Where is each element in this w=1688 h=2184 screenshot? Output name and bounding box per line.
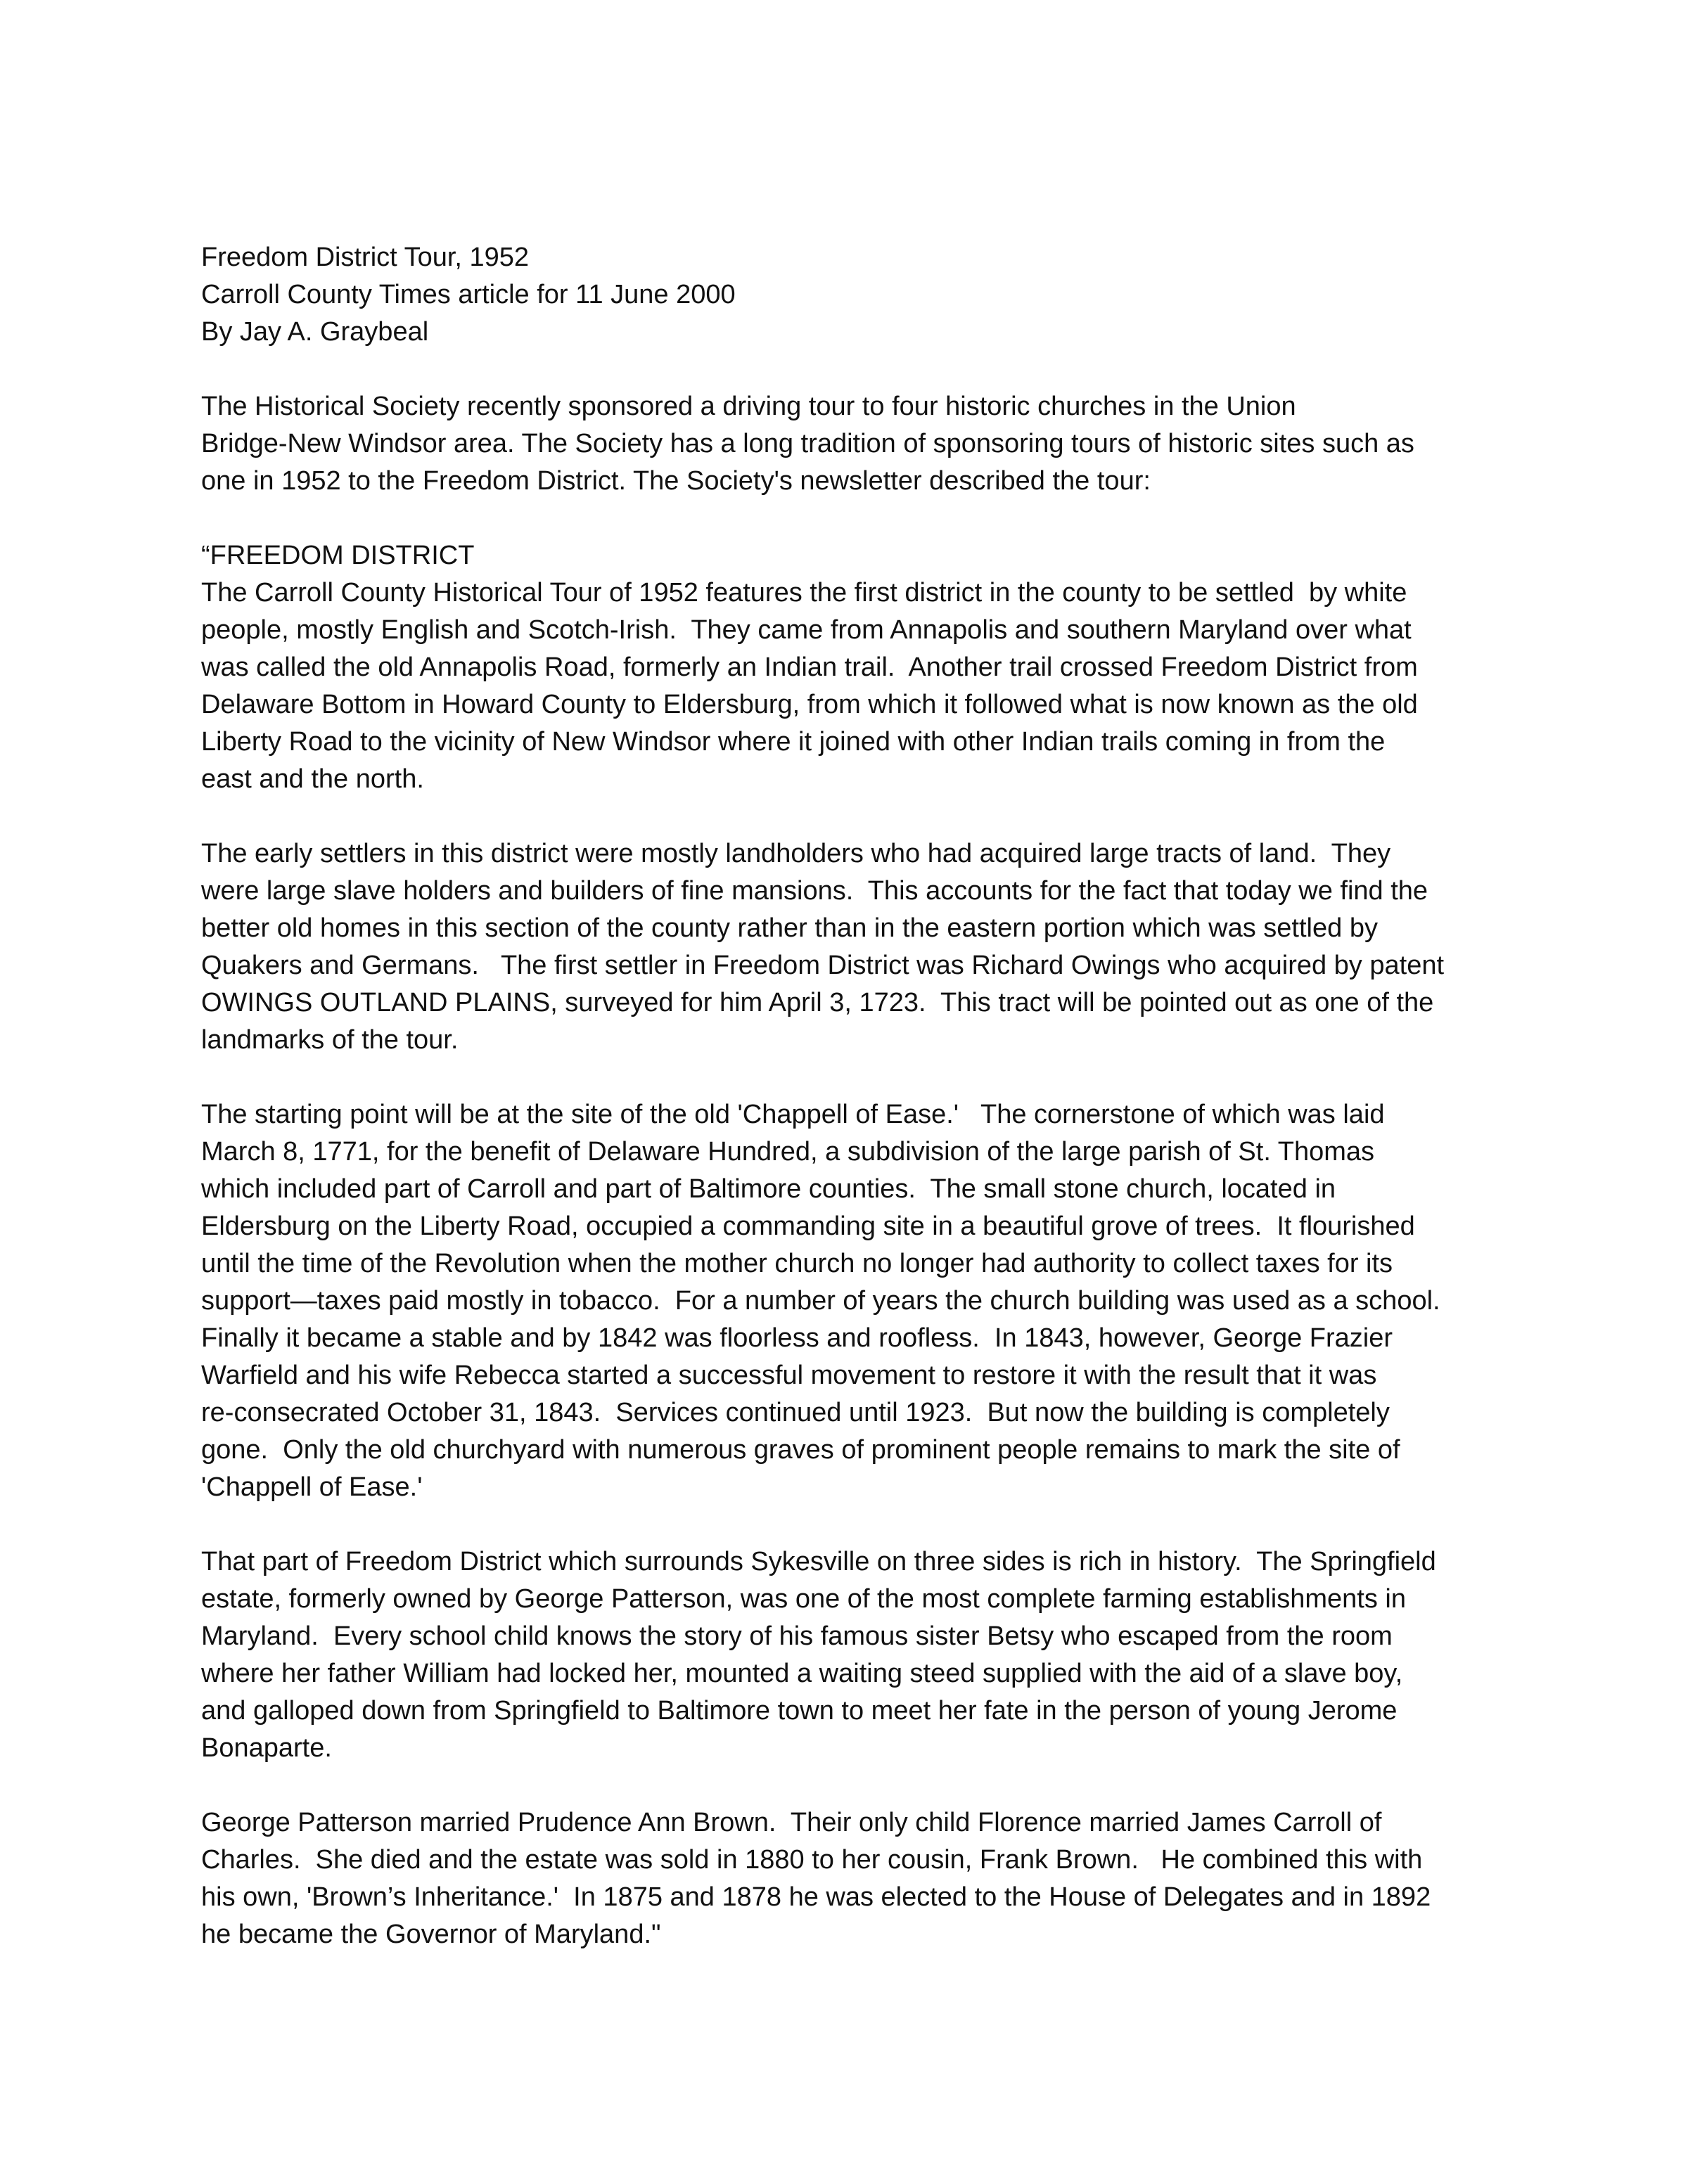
text-line: landmarks of the tour. xyxy=(201,1025,459,1055)
text-line: George Patterson married Prudence Ann Brown. Their only child Florence married James Carroll of xyxy=(201,1808,1382,1837)
article-header xyxy=(201,239,1537,351)
text-line: OWINGS OUTLAND PLAINS, surveyed for him April 3, 1723. This tract will be pointed out as one of the xyxy=(201,988,1434,1017)
paragraph xyxy=(201,835,1537,1059)
text-line: support—taxes paid mostly in tobacco. For a number of years the church building was used as a school. xyxy=(201,1286,1440,1316)
text-line: Charles. She died and the estate was sold in 1880 to her cousin, Frank Brown. He combined this with xyxy=(201,1845,1423,1875)
text-line: Finally it became a stable and by 1842 was floorless and roofless. In 1843, however, George Frazier xyxy=(201,1323,1393,1353)
text-line: which included part of Carroll and part of Baltimore counties. The small stone church, located in xyxy=(201,1174,1336,1204)
article-source: Carroll County Times article for 11 June 2000 xyxy=(201,280,736,309)
text-line: “FREEDOM DISTRICT xyxy=(201,541,475,570)
text-line: better old homes in this section of the county rather than in the eastern portion which was settled by xyxy=(201,913,1378,943)
paragraph xyxy=(201,1804,1537,1953)
text-line: Bonaparte. xyxy=(201,1733,332,1763)
paragraph xyxy=(201,1543,1537,1767)
text-line: were large slave holders and builders of fine mansions. This accounts for the fact that today we find the xyxy=(201,876,1428,906)
article-byline: By Jay A. Graybeal xyxy=(201,317,429,347)
text-line: and galloped down from Springfield to Baltimore town to meet her fate in the person of young Jerome xyxy=(201,1696,1398,1726)
text-line: Warfield and his wife Rebecca started a successful movement to restore it with the result that it was xyxy=(201,1361,1377,1390)
paragraph xyxy=(201,388,1537,500)
text-line: The Historical Society recently sponsored a driving tour to four historic churches in the Union xyxy=(201,392,1296,421)
document-page xyxy=(201,239,1537,1953)
text-line: east and the north. xyxy=(201,764,424,794)
text-line: Bridge-New Windsor area. The Society has a long tradition of sponsoring tours of historic sites such as xyxy=(201,429,1414,458)
text-line: 'Chappell of Ease.' xyxy=(201,1472,423,1502)
text-line: where her father William had locked her, mounted a waiting steed supplied with the aid of a slave boy, xyxy=(201,1659,1403,1688)
text-line: he became the Governor of Maryland." xyxy=(201,1920,661,1949)
text-line: Delaware Bottom in Howard County to Eldersburg, from which it followed what is now known as the old xyxy=(201,690,1418,719)
text-line: people, mostly English and Scotch-Irish. They came from Annapolis and southern Maryland over what xyxy=(201,615,1412,645)
text-line: That part of Freedom District which surrounds Sykesville on three sides is rich in history. The Springfield xyxy=(201,1547,1436,1576)
text-line: estate, formerly owned by George Patterson, was one of the most complete farming establishments in xyxy=(201,1584,1406,1614)
paragraph xyxy=(201,537,1537,798)
text-line: Maryland. Every school child knows the story of his famous sister Betsy who escaped from the room xyxy=(201,1621,1393,1651)
text-line: The early settlers in this district were mostly landholders who had acquired large tracts of land. They xyxy=(201,839,1391,868)
text-line: March 8, 1771, for the benefit of Delaware Hundred, a subdivision of the large parish of St. Thomas xyxy=(201,1137,1375,1167)
text-line: his own, 'Brown’s Inheritance.' In 1875 and 1878 he was elected to the House of Delegates and in 1892 xyxy=(201,1882,1431,1912)
paragraph xyxy=(201,1096,1537,1506)
text-line: Liberty Road to the vicinity of New Windsor where it joined with other Indian trails coming in from the xyxy=(201,727,1386,757)
text-line: The Carroll County Historical Tour of 1952 features the first district in the county to be settled by white xyxy=(201,578,1407,608)
text-line: re-consecrated October 31, 1843. Services continued until 1923. But now the building is completely xyxy=(201,1398,1390,1427)
text-line: one in 1952 to the Freedom District. The Society's newsletter described the tour: xyxy=(201,466,1151,496)
article-title: Freedom District Tour, 1952 xyxy=(201,243,530,272)
text-line: The starting point will be at the site of the old 'Chappell of Ease.' The cornerstone of which was laid xyxy=(201,1100,1385,1129)
text-line: was called the old Annapolis Road, formerly an Indian trail. Another trail crossed Freedom District from xyxy=(201,653,1418,682)
article-body xyxy=(201,388,1537,1953)
text-line: Quakers and Germans. The first settler in Freedom District was Richard Owings who acquired by patent xyxy=(201,951,1445,980)
text-line: Eldersburg on the Liberty Road, occupied a commanding site in a beautiful grove of trees. It flourished xyxy=(201,1212,1415,1241)
text-line: gone. Only the old churchyard with numerous graves of prominent people remains to mark the site of xyxy=(201,1435,1400,1465)
text-line: until the time of the Revolution when the mother church no longer had authority to collect taxes for its xyxy=(201,1249,1393,1278)
